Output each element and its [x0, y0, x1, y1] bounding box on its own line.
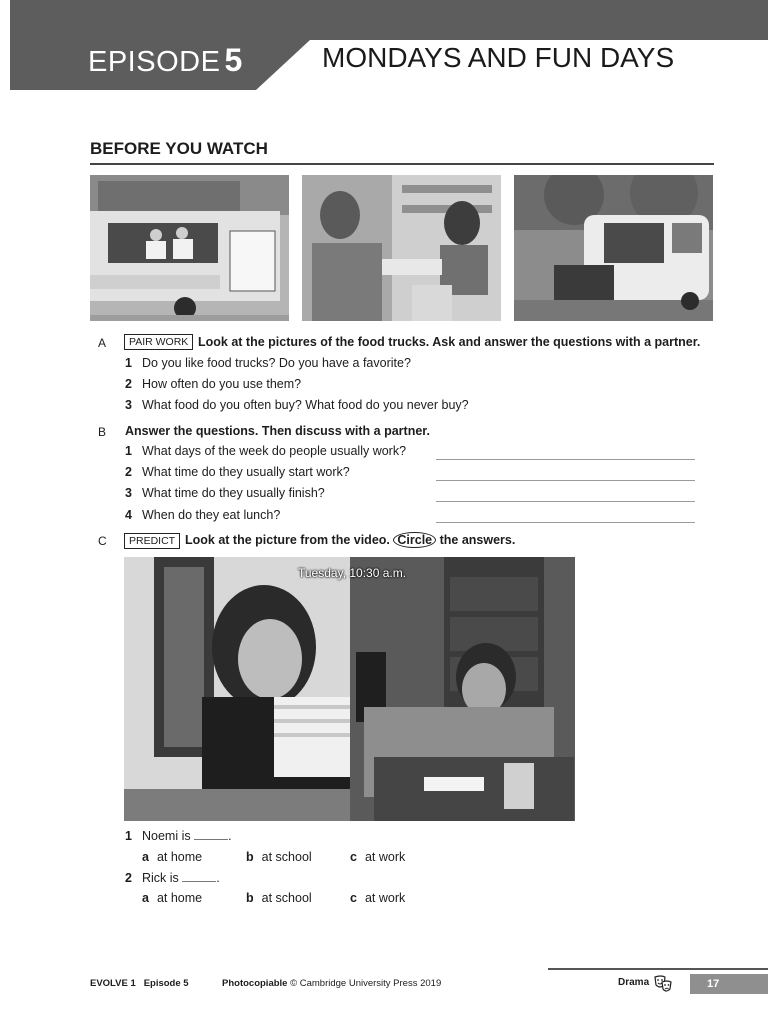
- exercise-b-letter: B: [98, 425, 107, 439]
- option-c[interactable]: c at work: [350, 891, 406, 905]
- header-bar: [10, 0, 768, 40]
- exercise-a-question: 1 Do you like food trucks? Do you have a favorite?: [125, 356, 411, 370]
- video-still-photo: [124, 557, 575, 821]
- exercise-c-question: 2 Rick is .: [125, 871, 220, 885]
- footer-copyright: Photocopiable © Cambridge University Press 2019: [222, 978, 442, 989]
- option-b[interactable]: b at school: [246, 850, 312, 864]
- predict-tag: PREDICT: [124, 533, 180, 549]
- episode-label: [88, 42, 243, 79]
- video-timestamp-caption: Tuesday, 10:30 a.m.: [298, 566, 407, 580]
- food-truck-photo-1: [90, 175, 289, 321]
- footer-category: Drama: [618, 977, 650, 988]
- exercise-b-question: 2 What time do they usually start work?: [125, 465, 350, 479]
- episode-number: 5: [224, 42, 243, 78]
- footer-divider: [548, 968, 768, 970]
- exercise-c-question: 1 Noemi is .: [125, 829, 232, 843]
- exercise-c-letter: C: [98, 534, 107, 548]
- pair-work-tag: PAIR WORK: [124, 334, 193, 350]
- option-a[interactable]: a at home: [142, 891, 203, 905]
- exercise-b-question: 4 When do they eat lunch?: [125, 508, 281, 522]
- section-title: BEFORE YOU WATCH: [90, 139, 268, 158]
- exercise-b-question: 1 What days of the week do people usually work?: [125, 444, 407, 458]
- food-truck-photo-3: [514, 175, 713, 321]
- theatre-masks-icon: [653, 974, 673, 994]
- food-truck-photo-2: [302, 175, 501, 321]
- option-c[interactable]: c at work: [350, 850, 406, 864]
- answer-line[interactable]: [436, 459, 695, 460]
- answer-blank[interactable]: [182, 871, 216, 882]
- exercise-c-instruction: Look at the picture from the video. Circle the answers.: [185, 533, 516, 547]
- circle-word: Circle: [393, 532, 436, 548]
- exercise-a-question: 2 How often do you use them?: [125, 377, 302, 391]
- episode-title: MONDAYS AND FUN DAYS: [322, 42, 675, 73]
- footer-series: EVOLVE 1 Episode 5: [90, 978, 189, 989]
- exercise-b-question: 3 What time do they usually finish?: [125, 486, 325, 500]
- episode-word: EPISODE: [88, 46, 221, 78]
- section-divider: [90, 163, 714, 165]
- option-a[interactable]: a at home: [142, 850, 203, 864]
- answer-line[interactable]: [436, 522, 695, 523]
- exercise-a-instruction: Look at the pictures of the food trucks. Ask and answer the questions with a partner.: [198, 335, 701, 349]
- page-number: 17: [690, 974, 768, 994]
- exercise-a-question: 3 What food do you often buy? What food do you never buy?: [125, 398, 469, 412]
- option-b[interactable]: b at school: [246, 891, 312, 905]
- exercise-b-instruction: Answer the questions. Then discuss with a partner.: [125, 424, 430, 438]
- answer-line[interactable]: [436, 480, 695, 481]
- exercise-a-letter: A: [98, 336, 107, 350]
- answer-line[interactable]: [436, 501, 695, 502]
- answer-blank[interactable]: [194, 829, 228, 840]
